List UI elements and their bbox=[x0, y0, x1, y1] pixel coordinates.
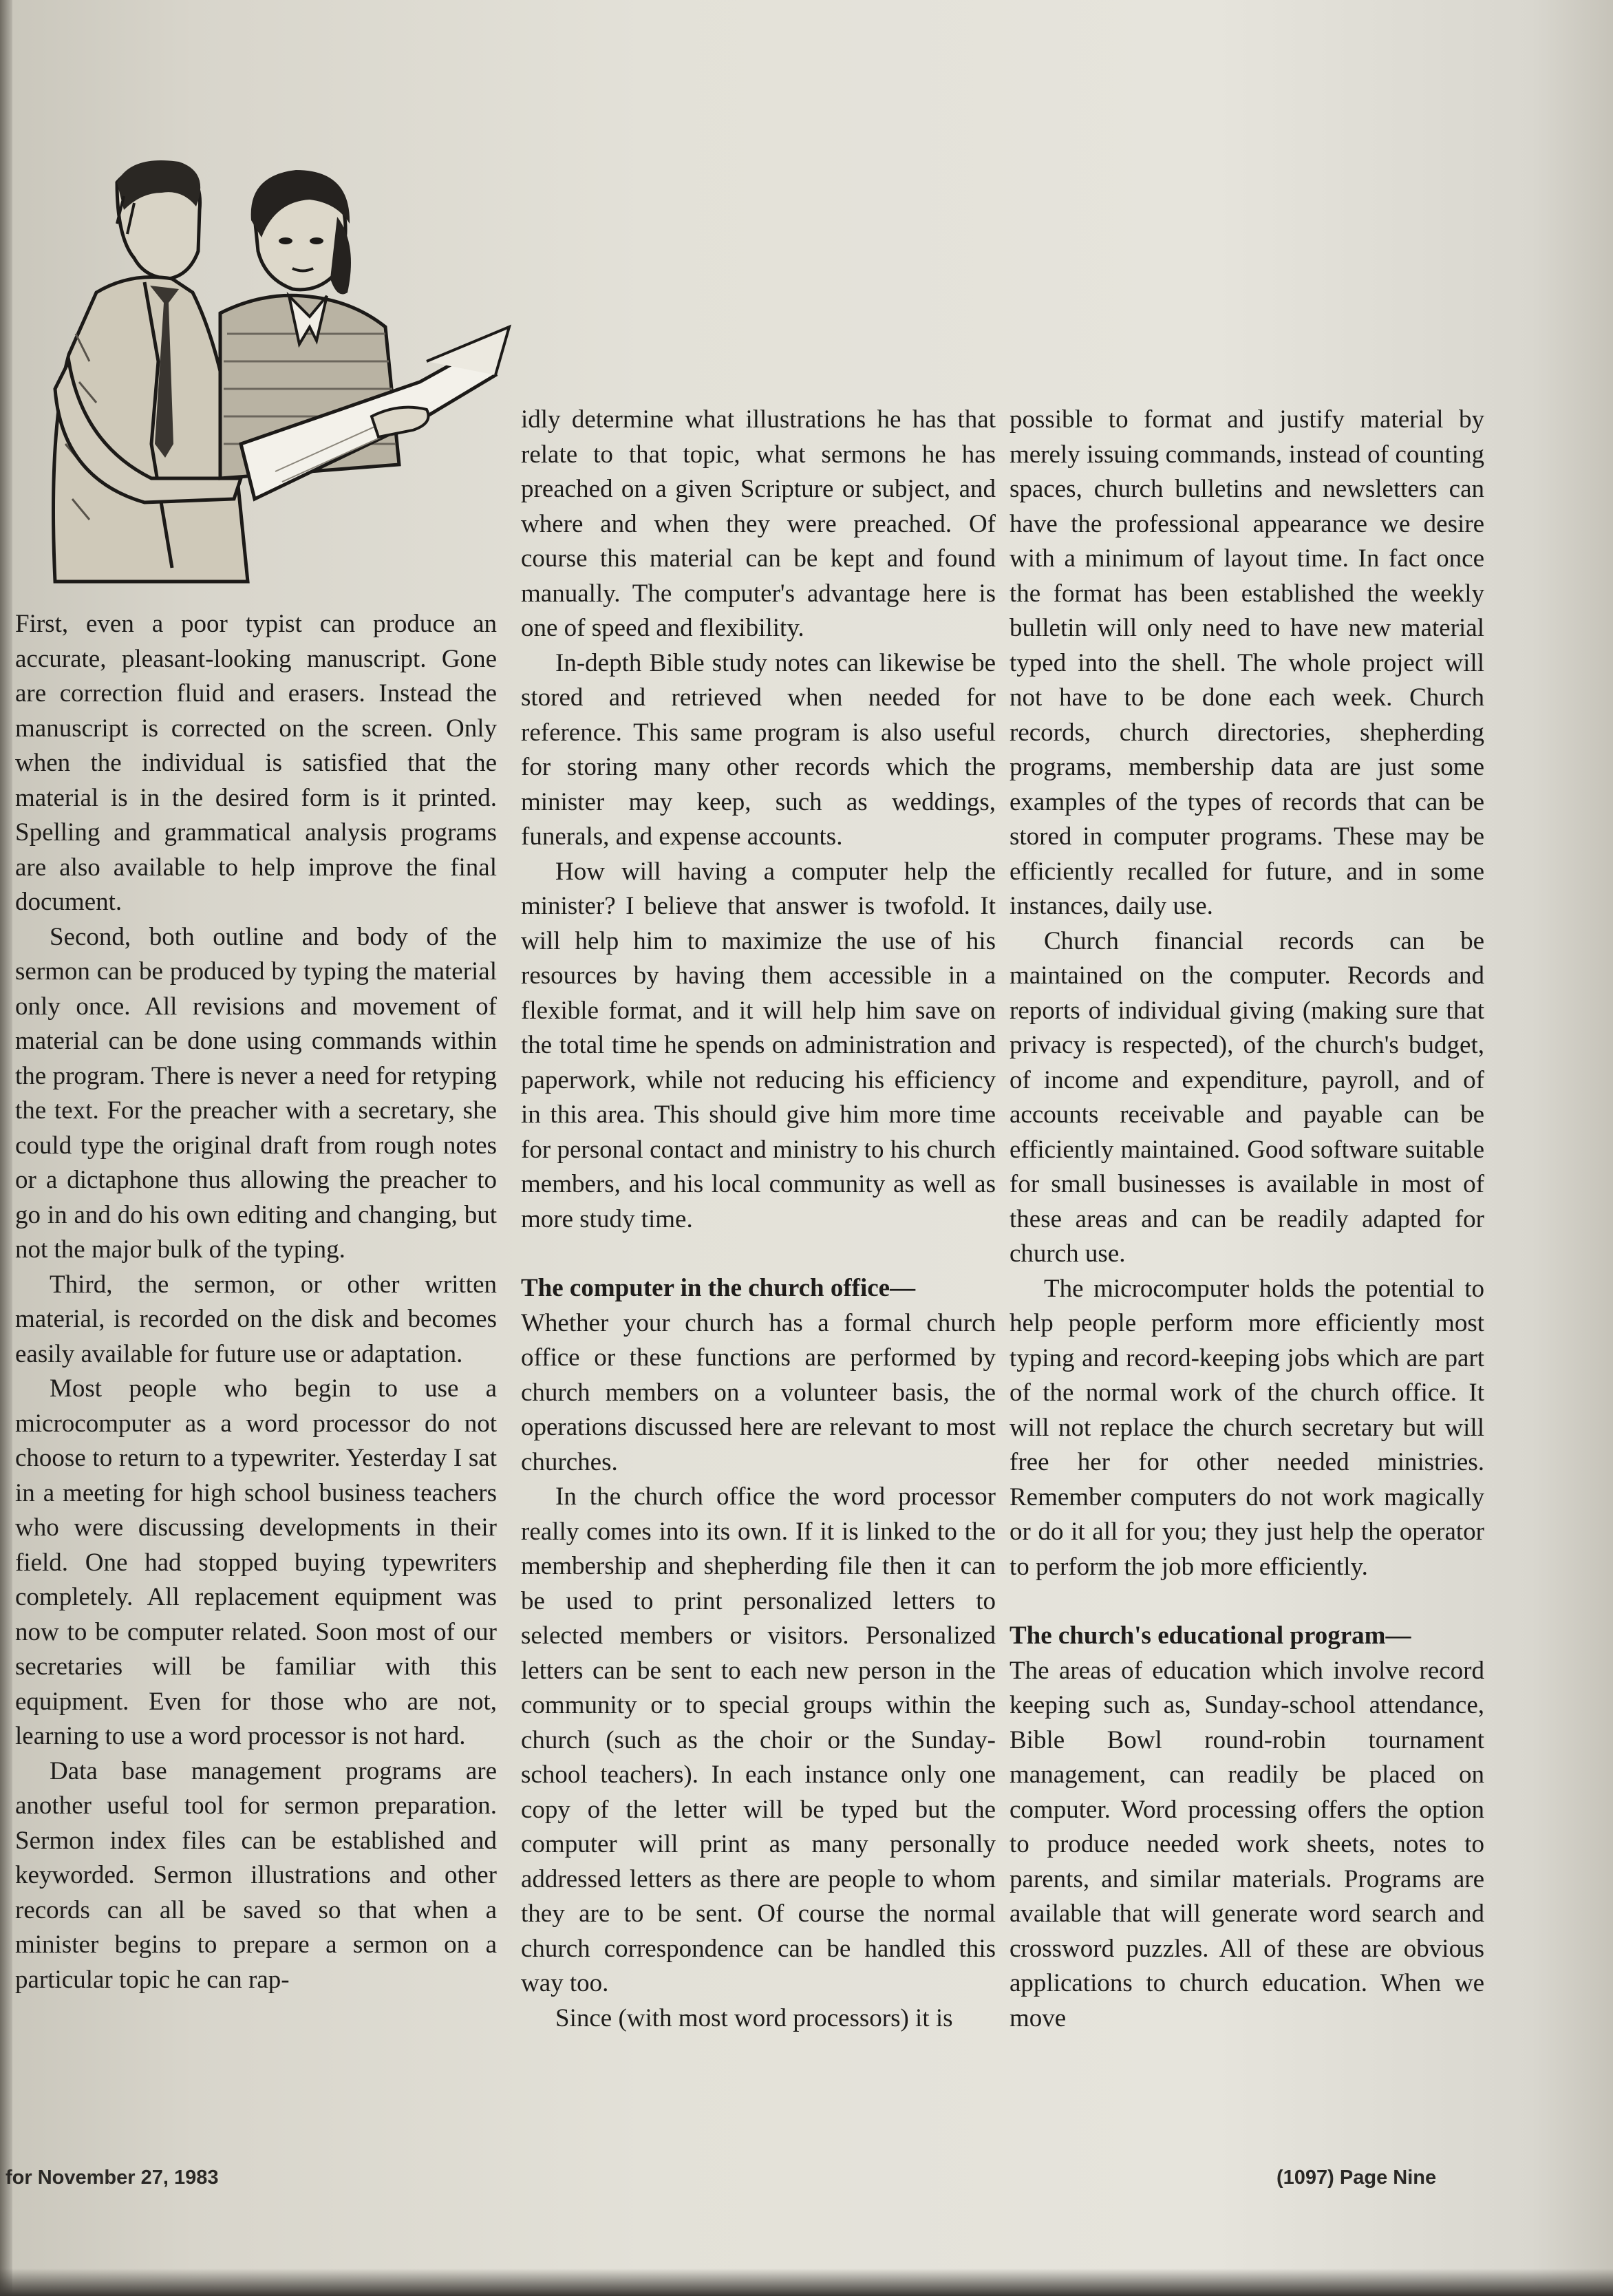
column-2 bbox=[521, 403, 996, 2036]
paragraph: idly determine what illustrations he has that relate to that topic, what sermons he has preached on a given Scripture or subject, and where and when they were preached. Of course this material can be kept and found manually. The computer's advantage here is one of speed and flexibility. bbox=[521, 405, 996, 642]
paragraph: Church financial records can be maintained on the computer. Records and reports of individual giving (making sure that privacy is respected), of the church's budget, of income and expenditure, payroll, and of accounts receivable and payable can be efficiently maintained. Good software suitable for small businesses is available in most of these areas and can be readily adapted for church use. bbox=[1010, 926, 1484, 1268]
paragraph: The microcomputer holds the potential to help people perform more efficiently most typing and record-keeping jobs which are part of the normal work of the church office. It will not replace the church secretary but will free her for other needed ministries. Remember computers do not work magically or do it all for you; they just help the operator to perform the job more efficiently. bbox=[1010, 1274, 1484, 1581]
footer-page-number: (1097) Page Nine bbox=[1276, 2167, 1437, 2189]
paragraph: Since (with most word processors) it is bbox=[555, 2003, 953, 2032]
section-heading-church-office: The computer in the church office— bbox=[521, 1274, 916, 1302]
page-bottom-shadow bbox=[0, 2268, 1613, 2296]
paragraph: Whether your church has a formal church office or these functions are performed by church members on a volunteer basis, the operations discussed here are relevant to most churches. bbox=[521, 1308, 996, 1476]
column-3 bbox=[1010, 403, 1484, 2036]
paragraph: Third, the sermon, or other written material, is recorded on the disk and becomes easily available for future use or adaptation. bbox=[15, 1270, 497, 1368]
paragraph: In the church office the word processor really comes into its own. If it is linked to the membership and shepherding file then it can be used to print personalized letters to selected members or visitors. Personalized letters can be sent to each new person in the community or to special groups within the church (such as the choir or the Sunday-school teachers). In each instance only one copy of the letter will be typed but the computer will print as many personally addressed letters as there are people to whom they are to be sent. Of course the normal church correspondence can be handled this way too. bbox=[521, 1482, 996, 1997]
section-heading-educational-program: The church's educational program— bbox=[1010, 1622, 1411, 1650]
column-1 bbox=[15, 607, 497, 1997]
paragraph: First, even a poor typist can produce an accurate, pleasant-looking manuscript. Gone are correction fluid and erasers. Instead the manuscript is corrected on the screen. Only when the individual is satisfied that the material is in the desired form is it printed. Spelling and grammatical analysis programs are also available to help improve the final document. bbox=[15, 610, 497, 916]
illustration-man-woman-reading bbox=[14, 155, 516, 602]
paragraph: Second, both outline and body of the sermon can be produced by typing the material only once. All revisions and movement of material can be done using commands within the program. There is never a need for retyping the text. For the preacher with a secretary, she could type the original draft from rough notes or a dictaphone thus allowing the preacher to go in and do his own editing and changing, but not the major bulk of the typing. bbox=[15, 922, 497, 1264]
paragraph: possible to format and justify material by merely issuing commands, instead of counting spaces, church bulletins and newsletters can have the professional appearance we desire with a minimum of layout time. In fact once the format has been established the weekly bulletin will only need to have new material typed into the shell. The whole project will not have to be done each week. Church records, church directories, shepherding programs, membership data are just some examples of the types of records that can be stored in computer programs. These may be efficiently recalled for future, and in some instances, daily use. bbox=[1010, 405, 1484, 920]
paragraph: The areas of education which involve record keeping such as, Sunday-school attendance, Bible Bowl round-robin tournament management, can readily be placed on computer. Word processing offers the option to produce needed work sheets, notes to parents, and similar materials. Programs are available that will generate word search and crossword puzzles. All of these are obvious applications to church education. When we move bbox=[1010, 1656, 1484, 2032]
page-binding-shadow bbox=[0, 0, 12, 2296]
footer-date: for November 27, 1983 bbox=[6, 2167, 219, 2189]
paragraph: Most people who begin to use a microcomputer as a word processor do not choose to return to a typewriter. Yesterday I sat in a meeting for high school business teachers who were discussing developments in their field. One had stopped buying typewriters completely. All replacement equipment was now to be computer related. Soon most of our secretaries will be familiar with this equipment. Even for those who are not, learning to use a word processor is not hard. bbox=[15, 1374, 497, 1750]
paragraph: How will having a computer help the minister? I believe that answer is twofold. It will help him to maximize the use of his resources by having them accessible in a flexible format, and it will help him save on the total time he spends on administration and paperwork, while not reducing his efficiency in this area. This should give him more time for personal contact and ministry to his church members, and his local community as well as more study time. bbox=[521, 857, 996, 1233]
paragraph: In-depth Bible study notes can likewise be stored and retrieved when needed for reference. This same program is also useful for storing many other records which the minister may keep, such as weddings, funerals, and expense accounts. bbox=[521, 648, 996, 851]
paragraph: Data base management programs are another useful tool for sermon preparation. Sermon index files can be established and keyworded. Sermon illustrations and other records can all be saved so that when a minister begins to prepare a sermon on a particular topic he can rap- bbox=[15, 1756, 497, 1994]
